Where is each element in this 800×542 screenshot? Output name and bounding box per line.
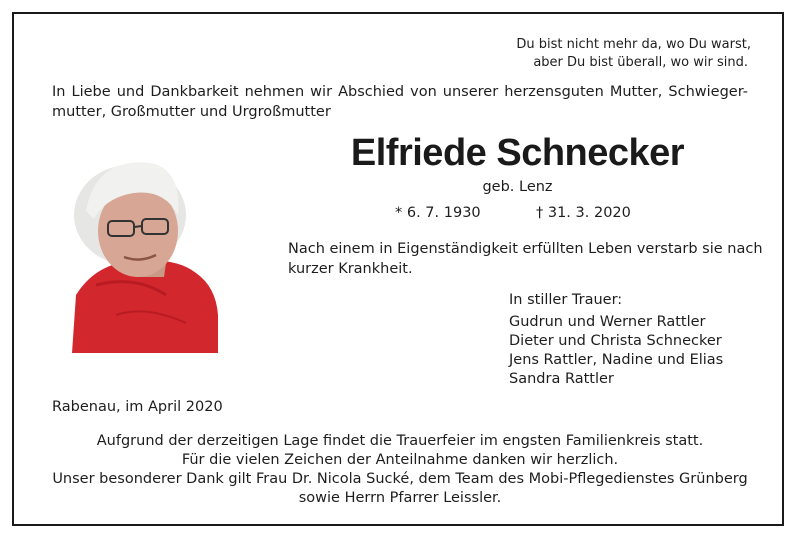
place-date: Rabenau, im April 2020 — [52, 399, 223, 415]
mourner-name: Gudrun und Werner Rattler — [509, 314, 706, 330]
notice-line-3: Unser besonderer Dank gilt Frau Dr. Nicola Sucké, dem Team des Mobi-Pflegedienstes Grünberg — [52, 471, 748, 487]
mourner-name: Dieter und Christa Schnecker — [509, 333, 722, 349]
quote-line-2: aber Du bist überall, wo wir sind. — [533, 55, 748, 70]
deceased-name: Elfriede Schnecker — [350, 132, 685, 174]
mourner-name: Sandra Rattler — [509, 371, 614, 387]
death-date: † 31. 3. 2020 — [536, 205, 631, 221]
deceased-photo — [56, 145, 218, 353]
intro-line-1: In Liebe und Dankbarkeit nehmen wir Abschied von unserer herzensguten Mutter, Schwieger- — [52, 84, 748, 100]
birth-date: * 6. 7. 1930 — [395, 205, 481, 221]
quote-line-1: Du bist nicht mehr da, wo Du warst, — [516, 37, 751, 52]
notice-line-4: sowie Herrn Pfarrer Leissler. — [298, 490, 502, 506]
notice-line-2: Für die vielen Zeichen der Anteilnahme danken wir herzlich. — [181, 452, 619, 468]
text-line-1: Nach einem in Eigenständigkeit erfüllten Leben verstarb sie nach — [288, 241, 763, 257]
text-line-2: kurzer Krankheit. — [288, 261, 413, 277]
maiden-name: geb. Lenz — [482, 179, 553, 195]
notice-line-1: Aufgrund der derzeitigen Lage findet die Trauerfeier im engsten Familienkreis statt. — [96, 433, 704, 449]
mourners-heading: In stiller Trauer: — [509, 292, 623, 308]
mourner-name: Jens Rattler, Nadine und Elias — [509, 352, 724, 368]
intro-line-2: mutter, Großmutter und Urgroßmutter — [52, 104, 331, 120]
